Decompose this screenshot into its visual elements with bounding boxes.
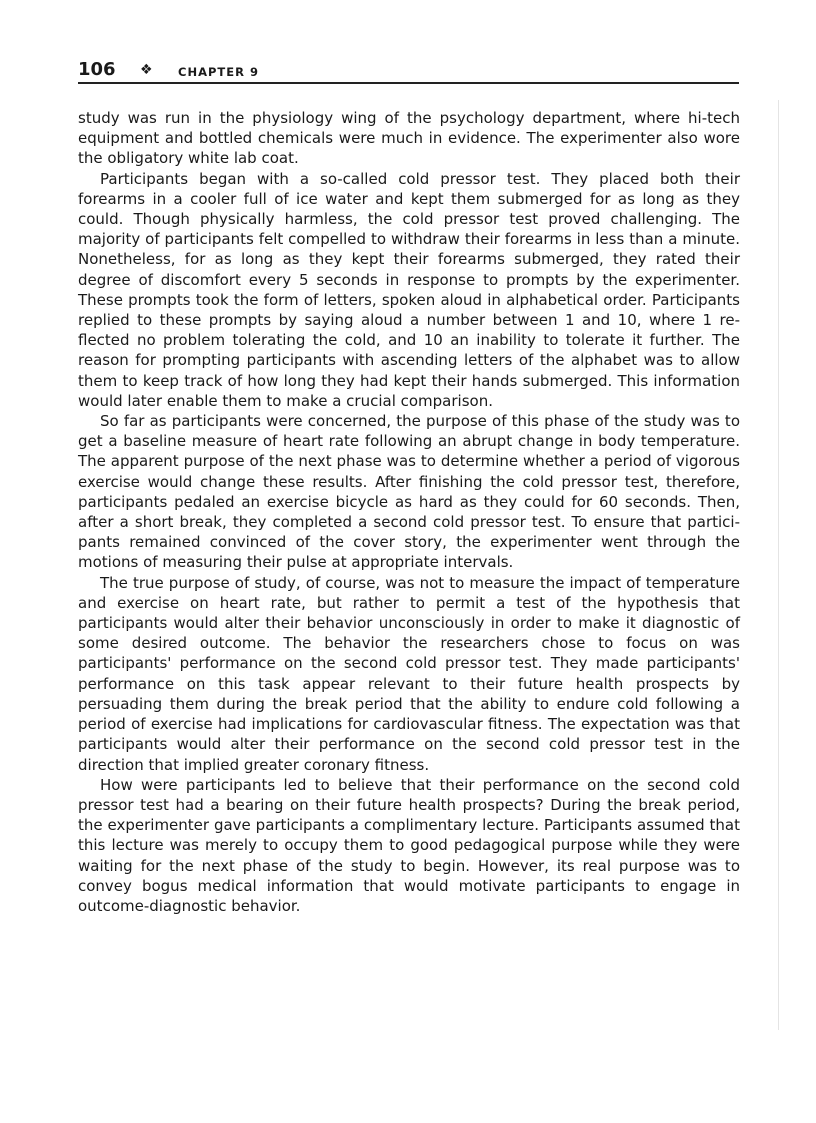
- scan-margin-line: [778, 100, 779, 1030]
- chapter-label: CHAPTER 9: [178, 65, 259, 79]
- paragraph-cold-pressor-test: Participants began with a so-called cold pressor test. They placed both their forearms in a cooler full of ice water and kept them submerged for as long as they could. Though physically harmless, the cold pressor test proved challenging. The majority of participants felt compelled to withdraw their forearms in less than a minute. Nonetheless, for as long as they kept their forearms submerged, they rated their degree of discomfort every 5 seconds in response to prompts by the experimenter. These prompts took the form of letters, spoken aloud in alphabetical order. Participants replied to these prompts by saying aloud a number between 1 and 10, where 1 reflected no problem tolerating the cold, and 10 an inability to tolerate it further. The reason for prompting participants with ascending letters of the alphabet was to allow them to keep track of how long they had kept their hands submerged. This information would later enable them to make a crucial comparison.: [78, 169, 740, 410]
- diamond-ornament-icon: ❖: [140, 62, 153, 78]
- running-head: [78, 60, 739, 84]
- page-number: 106: [78, 59, 116, 80]
- paragraph-continued: study was run in the physiology wing of the psychology department, where hi-tech equipment and bottled chemicals were much in evidence. The experimenter also wore the obligatory white lab coat.: [78, 109, 740, 168]
- paragraph-true-purpose: The true purpose of study, of course, was not to measure the impact of temperature and exercise on heart rate, but rather to permit a test of the hypothesis that participants would alter their behavior unconsciously in order to make it diagnostic of some desired outcome. The behavior the researchers chose to focus on was participants' performance on the second cold pressor test. They made participants' performance on this task appear relevant to their future health prospects by persuading them during the break period that the ability to endure cold following a period of exercise had implications for cardiovascular fitness. The expectation was that participants would alter their performance on the second cold pressor test in the direction that implied greater coronary fitness.: [78, 573, 740, 774]
- paragraph-bogus-lecture: How were participants led to believe that their performance on the second cold pressor test had a bearing on their future health prospects? During the break period, the experimenter gave participants a complimentary lecture. Participants assumed that this lecture was merely to occupy them to good pedagogical purpose while they were waiting for the next phase of the study to begin. However, its real purpose was to convey bogus medical information that would motivate participants to engage in outcome-diagnostic behavior.: [78, 775, 740, 915]
- paragraph-baseline-phase: So far as participants were concerned, the purpose of this phase of the study was to get a baseline measure of heart rate following an abrupt change in body temperature. The apparent purpose of the next phase was to determine whether a period of vigorous exercise would change these results. After finishing the cold pressor test, therefore, participants pedaled an exercise bicycle as hard as they could for 60 seconds. Then, after a short break, they completed a second cold pressor test. To ensure that participants remained convinced of the cover story, the experimenter went through the motions of measuring their pulse at appropriate intervals.: [78, 412, 740, 572]
- body-text: [78, 108, 740, 916]
